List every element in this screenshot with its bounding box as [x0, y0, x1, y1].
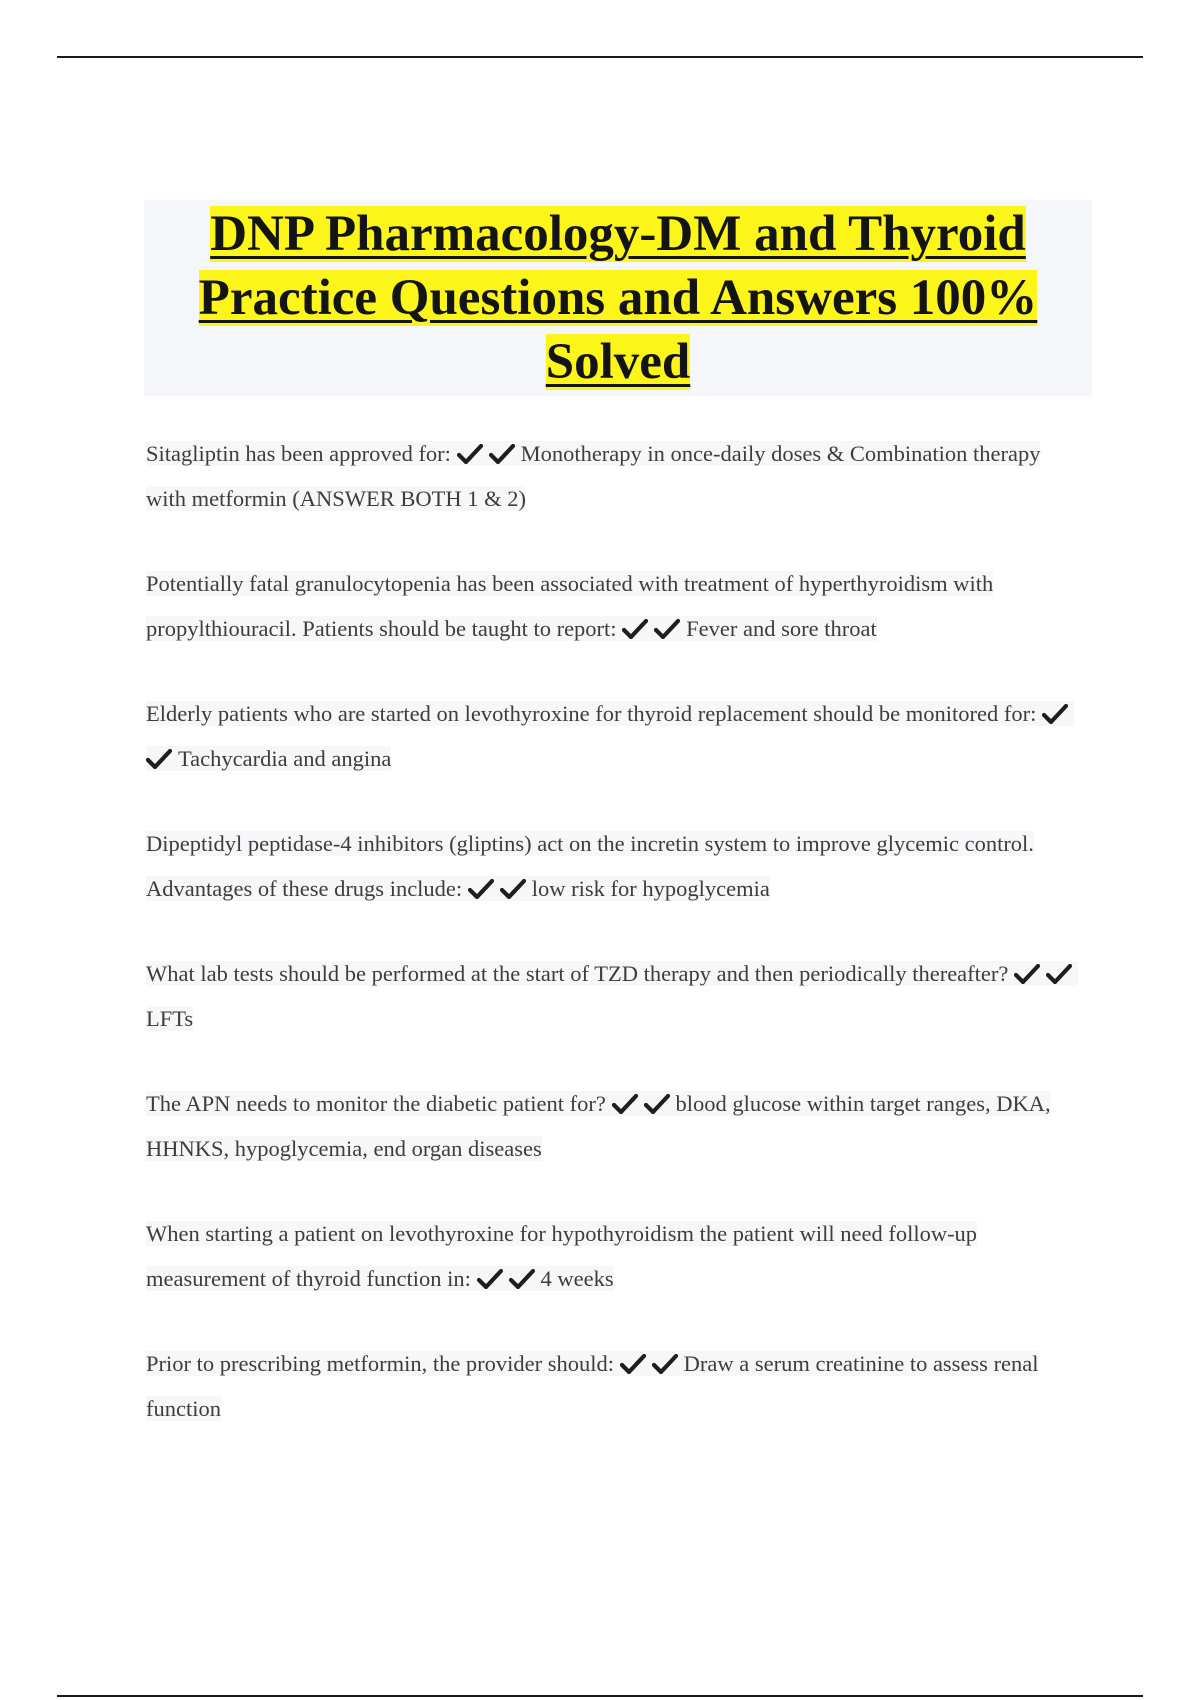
title-block — [144, 200, 1092, 396]
title-line-1: DNP Pharmacology-DM and Thyroid — [210, 206, 1026, 262]
title-line-3: Solved — [545, 334, 691, 390]
question-text: Dipeptidyl peptidase-4 inhibitors (gliptins) act on the incretin system to improve glycemic control. Advantages of these drugs include: — [146, 831, 1034, 901]
qa-item — [146, 952, 1086, 1041]
qa-list — [146, 432, 1086, 1472]
checkmark-icon — [509, 1269, 535, 1289]
answer-text: LFTs — [146, 1005, 194, 1031]
answer-text: Tachycardia and angina — [178, 745, 392, 771]
qa-item — [146, 1212, 1086, 1301]
answer-text: low risk for hypoglycemia — [531, 875, 770, 901]
checkmark-icon — [489, 444, 515, 464]
checkmark-icon — [644, 1094, 670, 1114]
qa-item — [146, 562, 1086, 651]
title-line-2: Practice Questions and Answers 100% — [198, 270, 1038, 326]
answer-text: Monotherapy in once-daily doses & Combination therapy with metformin (ANSWER BOTH 1 & 2) — [146, 441, 1041, 511]
answer-text: Fever and sore throat — [686, 615, 877, 641]
checkmark-icon — [1014, 964, 1040, 984]
question-text: Prior to prescribing metformin, the provider should: — [146, 1351, 620, 1376]
top-rule — [57, 56, 1143, 58]
question-text: Elderly patients who are started on levothyroxine for thyroid replacement should be monitored for: — [146, 701, 1042, 726]
qa-item — [146, 432, 1086, 521]
checkmark-icon — [477, 1269, 503, 1289]
question-text: The APN needs to monitor the diabetic patient for? — [146, 1091, 612, 1116]
qa-item — [146, 692, 1086, 781]
bottom-rule — [57, 1695, 1143, 1697]
checkmark-icon — [654, 619, 680, 639]
answer-text: blood glucose within target ranges, DKA, HHNKS, hypoglycemia, end organ diseases — [146, 1091, 1051, 1161]
checkmark-icon — [500, 879, 526, 899]
qa-item — [146, 822, 1086, 911]
checkmark-icon — [1042, 704, 1068, 724]
answer-text: Draw a serum creatinine to assess renal function — [146, 1351, 1039, 1421]
checkmark-icon — [146, 749, 172, 769]
checkmark-icon — [1046, 964, 1072, 984]
checkmark-icon — [622, 619, 648, 639]
question-text: Potentially fatal granulocytopenia has been associated with treatment of hyperthyroidism with propylthiouracil. Patients should be taught to report: — [146, 571, 994, 641]
question-text: What lab tests should be performed at the start of TZD therapy and then periodically thereafter? — [146, 961, 1015, 986]
checkmark-icon — [620, 1354, 646, 1374]
checkmark-icon — [652, 1354, 678, 1374]
qa-item — [146, 1342, 1086, 1431]
question-text: Sitagliptin has been approved for: — [146, 441, 457, 466]
answer-text: 4 weeks — [540, 1265, 614, 1291]
checkmark-icon — [468, 879, 494, 899]
qa-item — [146, 1082, 1086, 1171]
question-text: When starting a patient on levothyroxine for hypothyroidism the patient will need follow-up measurement of thyroid function in: — [146, 1221, 978, 1291]
checkmark-icon — [612, 1094, 638, 1114]
checkmark-icon — [457, 444, 483, 464]
